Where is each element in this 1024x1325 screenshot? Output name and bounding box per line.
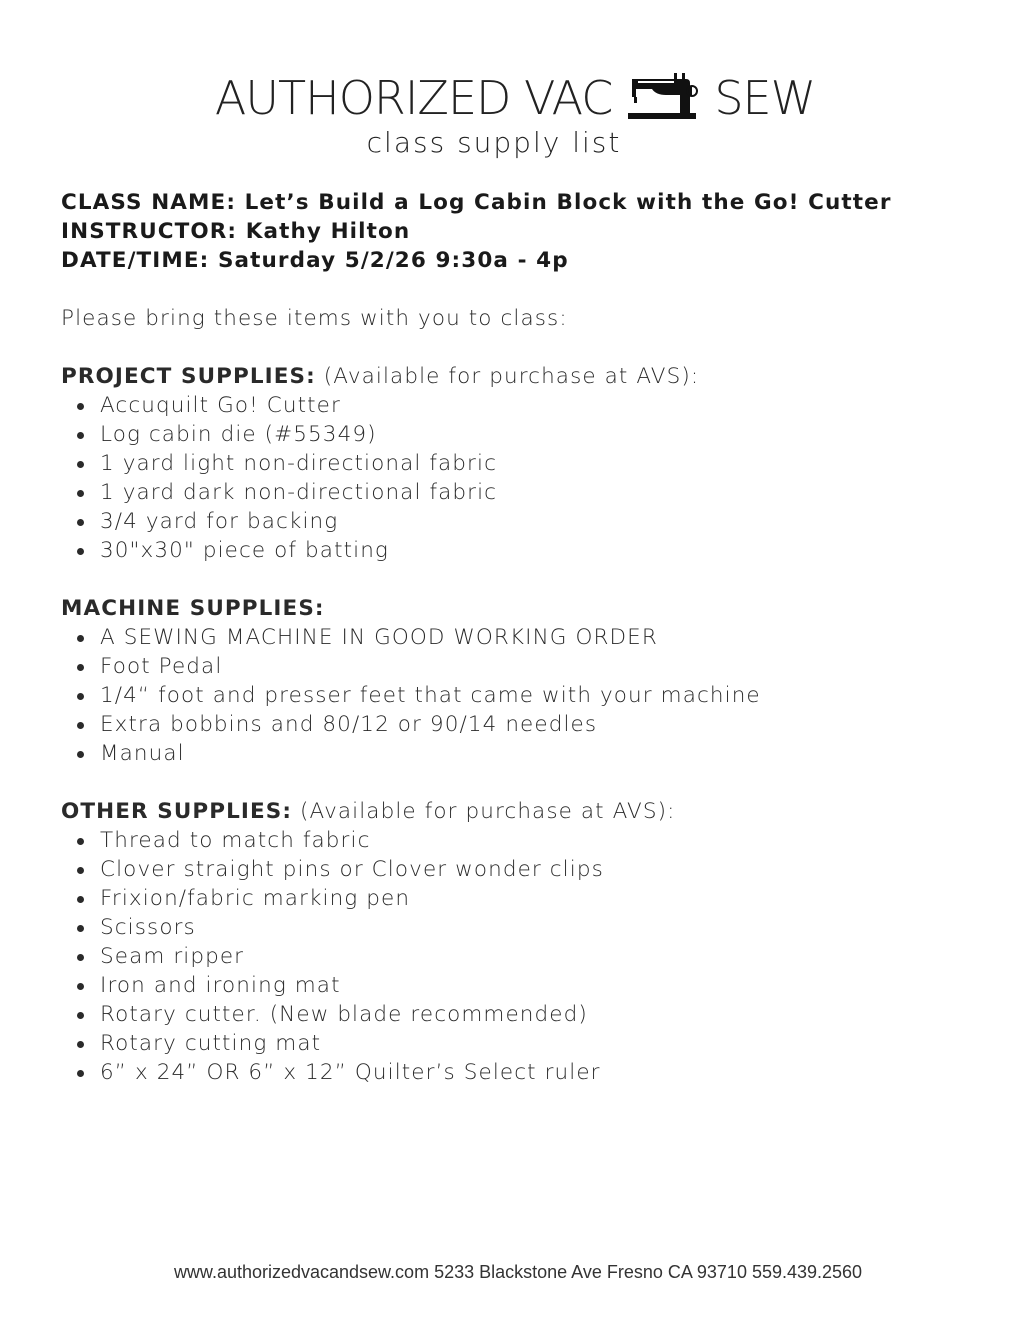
list-item: 6” x 24” OR 6” x 12” Quilter’s Select ruler <box>61 1058 981 1087</box>
section-heading-title: MACHINE SUPPLIES: <box>61 596 325 621</box>
document-body <box>61 188 981 1087</box>
brand-logo-wordmark <box>6 70 1024 126</box>
brand-name-right: SEW <box>714 71 816 125</box>
section-heading-title: PROJECT SUPPLIES: <box>61 364 316 389</box>
list-item: 1/4“ foot and presser feet that came with your machine <box>61 681 981 710</box>
document-subtitle: class supply list <box>366 126 622 159</box>
section-heading-title: OTHER SUPPLIES: <box>61 799 293 824</box>
list-item: Scissors <box>61 913 981 942</box>
machine-supplies-section <box>61 594 981 768</box>
list-item: Accuquilt Go! Cutter <box>61 391 981 420</box>
list-item: Rotary cutting mat <box>61 1029 981 1058</box>
datetime-line: DATE/TIME: Saturday 5/2/26 9:30a - 4p <box>61 248 569 273</box>
list-item: 3/4 yard for backing <box>61 507 981 536</box>
section-heading-note: (Available for purchase at AVS): <box>315 364 700 389</box>
list-item: 1 yard light non-directional fabric <box>61 449 981 478</box>
other-supplies-section <box>61 797 981 1087</box>
list-item: 30"x30" piece of batting <box>61 536 981 565</box>
supply-list <box>61 391 981 565</box>
brand-name-left: AUTHORIZED VAC <box>214 71 613 125</box>
section-heading-note: (Available for purchase at AVS): <box>292 799 676 824</box>
list-item: A SEWING MACHINE IN GOOD WORKING ORDER <box>61 623 981 652</box>
section-heading <box>61 797 981 826</box>
list-item: Frixion/fabric marking pen <box>61 884 981 913</box>
list-item: Thread to match fabric <box>61 826 981 855</box>
project-supplies-section <box>61 362 981 565</box>
list-item: Seam ripper <box>61 942 981 971</box>
instructor-line: INSTRUCTOR: Kathy Hilton <box>61 219 411 244</box>
intro-text: Please bring these items with you to class: <box>61 306 568 331</box>
supply-list <box>61 826 981 1087</box>
list-item: Manual <box>61 739 981 768</box>
supply-list <box>61 623 981 768</box>
class-name-line: CLASS NAME: Let’s Build a Log Cabin Block with the Go! Cutter <box>61 190 892 215</box>
section-heading <box>61 594 981 623</box>
footer-contact: www.authorizedvacandsew.com 5233 Blackstone Ave Fresno CA 93710 559.439.2560 <box>173 1262 863 1282</box>
section-heading <box>61 362 981 391</box>
list-item: Foot Pedal <box>61 652 981 681</box>
list-item: Iron and ironing mat <box>61 971 981 1000</box>
list-item: Extra bobbins and 80/12 or 90/14 needles <box>61 710 981 739</box>
list-item: Rotary cutter. (New blade recommended) <box>61 1000 981 1029</box>
list-item: Log cabin die (#55349) <box>61 420 981 449</box>
document-header <box>0 70 1024 160</box>
sewing-machine-icon <box>626 73 700 123</box>
list-item: 1 yard dark non-directional fabric <box>61 478 981 507</box>
list-item: Clover straight pins or Clover wonder clips <box>61 855 981 884</box>
